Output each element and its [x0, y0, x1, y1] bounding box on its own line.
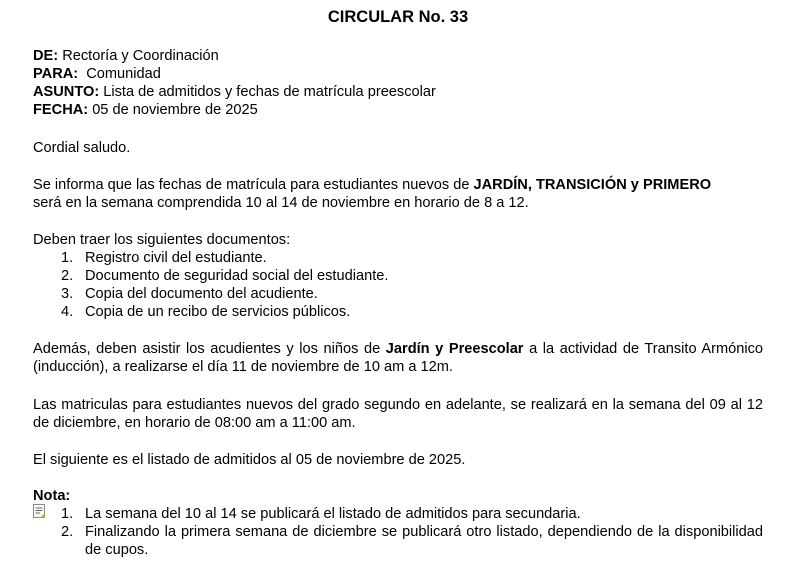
notes-label: Nota:: [33, 488, 71, 504]
enrollment-paragraph: [33, 176, 763, 212]
subject-value: Lista de admitidos y fechas de matrícula preescolar: [99, 84, 436, 100]
induction-grades: Jardín y Preescolar: [385, 341, 524, 357]
induction-details: a la actividad de Transito Armónico (inducción), a realizarse el día 11 de noviembre de 10 am a 12m.: [33, 341, 763, 375]
list-item: 1. La semana del 10 al 14 se publicará el listado de admitidos para secundaria.: [61, 506, 581, 522]
induction-text: Además, deben asistir los acudientes y los niños de: [33, 341, 386, 357]
notes-section: [33, 487, 763, 559]
from-label: DE:: [33, 48, 59, 64]
list-item: 4. Copia de un recibo de servicios públicos.: [61, 304, 351, 320]
admitted-list-note: El siguiente es el listado de admitidos al 05 de noviembre de 2025.: [33, 452, 466, 468]
greeting: Cordial saludo.: [33, 140, 131, 156]
documents-intro: Deben traer los siguientes documentos:: [33, 232, 291, 248]
later-grades-paragraph: Las matriculas para estudiantes nuevos del grado segundo en adelante, se realizará en la semana del 09 al 12 de diciembre, en horario de 08:00 am a 11:00 am.: [33, 397, 763, 431]
documents-list: [33, 249, 763, 321]
memo-header: [33, 47, 763, 119]
subject-label: ASUNTO:: [33, 84, 100, 100]
induction-paragraph: [33, 340, 763, 376]
list-item: 3. Copia del documento del acudiente.: [61, 286, 318, 302]
date-line: [33, 101, 763, 119]
list-item: 1. Registro civil del estudiante.: [61, 250, 267, 266]
from-value: Rectoría y Coordinación: [58, 48, 219, 64]
circular-title: CIRCULAR No. 33: [327, 8, 469, 26]
documents-section: [33, 231, 763, 321]
enrollment-dates: será en la semana comprendida 10 al 14 de noviembre en horario de 8 a 12.: [33, 195, 529, 211]
list-item: 2. Finalizando la primera semana de diciembre se publicará otro listado, dependiendo de la disponibilidad de cupos.: [61, 524, 763, 558]
to-value: Comunidad: [78, 66, 161, 82]
enrollment-grades: JARDÍN, TRANSICIÓN y PRIMERO: [473, 177, 712, 193]
date-label: FECHA:: [33, 102, 89, 118]
note-document-icon[interactable]: [32, 504, 46, 518]
date-value: 05 de noviembre de 2025: [88, 102, 258, 118]
notes-list: [33, 505, 763, 559]
from-line: [33, 47, 763, 65]
subject-line: [33, 83, 763, 101]
enrollment-text: Se informa que las fechas de matrícula para estudiantes nuevos de: [33, 177, 474, 193]
to-line: [33, 65, 763, 83]
to-label: PARA:: [33, 66, 79, 82]
list-item: 2. Documento de seguridad social del estudiante.: [61, 268, 389, 284]
